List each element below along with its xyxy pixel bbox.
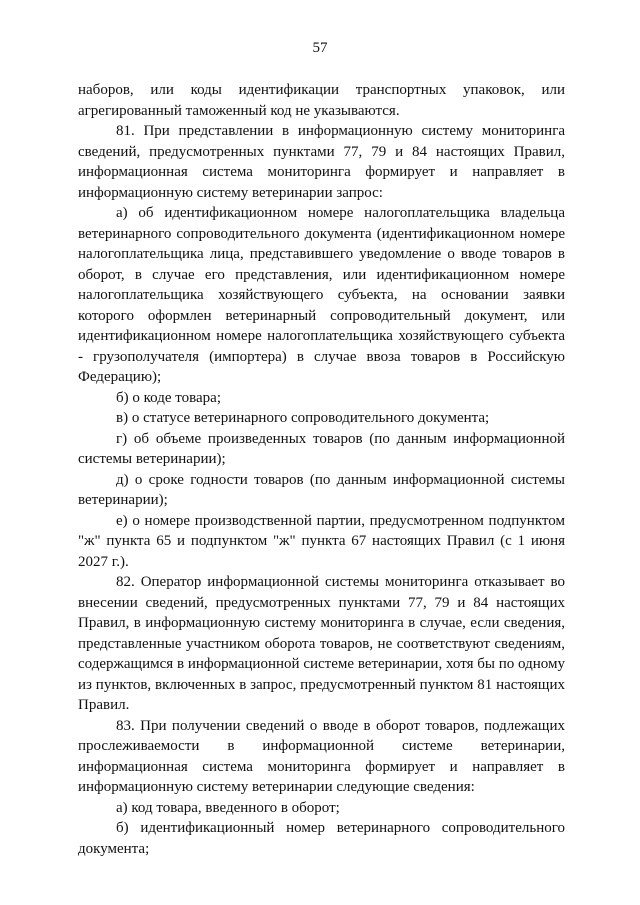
- subitem-81-a: а) об идентификационном номере налогоплательщика владельца ветеринарного сопроводительного документа (идентификационном номере налогоплательщика лица, представившего уведомление о вводе товаров в оборот, в случае его представления, или идентификационном номере налогоплательщика хозяйствующего субъекта, на основании заявки которого оформлен ветеринарный сопроводительный документ, или идентификационном номере налогоплательщика хозяйствующего субъекта - грузополучателя (импортера) в случае ввоза товаров в Российскую Федерацию);: [78, 205, 565, 385]
- subitem-83-b: б) идентификационный номер ветеринарного сопроводительного документа;: [78, 820, 565, 857]
- subitem-83-a: а) код товара, введенного в оборот;: [116, 799, 340, 816]
- subitem-81-d: д) о сроке годности товаров (по данным информационной системы ветеринарии);: [78, 471, 565, 508]
- paragraph-81: 81. При представлении в информационную систему мониторинга сведений, предусмотренных пунктами 77, 79 и 84 настоящих Правил, информационная система мониторинга формирует и направляет в информационную систему ветеринарии запрос:: [78, 123, 565, 201]
- paragraph-continuation: наборов, или коды идентификации транспортных упаковок, или агрегированный таможенный код не указываются.: [78, 82, 565, 119]
- paragraph-83: 83. При получении сведений о вводе в оборот товаров, подлежащих прослеживаемости в информационной системе ветеринарии, информационная система мониторинга формирует и направляет в информационную систему ветеринарии следующие сведения:: [78, 717, 565, 795]
- page-number: 57: [312, 40, 328, 56]
- subitem-81-b: б) о коде товара;: [116, 389, 221, 406]
- subitem-81-v: в) о статусе ветеринарного сопроводительного документа;: [116, 410, 490, 426]
- paragraph-82: 82. Оператор информационной системы мониторинга отказывает во внесении сведений, предусмотренных пунктами 77, 79 и 84 настоящих Правил, в информационную систему мониторинга в случае, если сведения, представленные участником оборота товаров, не соответствуют сведениям, содержащимся в информационной системе ветеринарии, хотя бы по одному из пунктов, включенных в запрос, предусмотренный пунктом 81 настоящих Правил.: [78, 574, 565, 713]
- subitem-81-e: е) о номере производственной партии, предусмотренном подпунктом "ж" пункта 65 и подпунктом "ж" пункта 67 настоящих Правил (с 1 июня 2027 г.).: [78, 512, 565, 570]
- document-body: [78, 80, 565, 859]
- subitem-81-g: г) об объеме произведенных товаров (по данным информационной системы ветеринарии);: [78, 430, 565, 467]
